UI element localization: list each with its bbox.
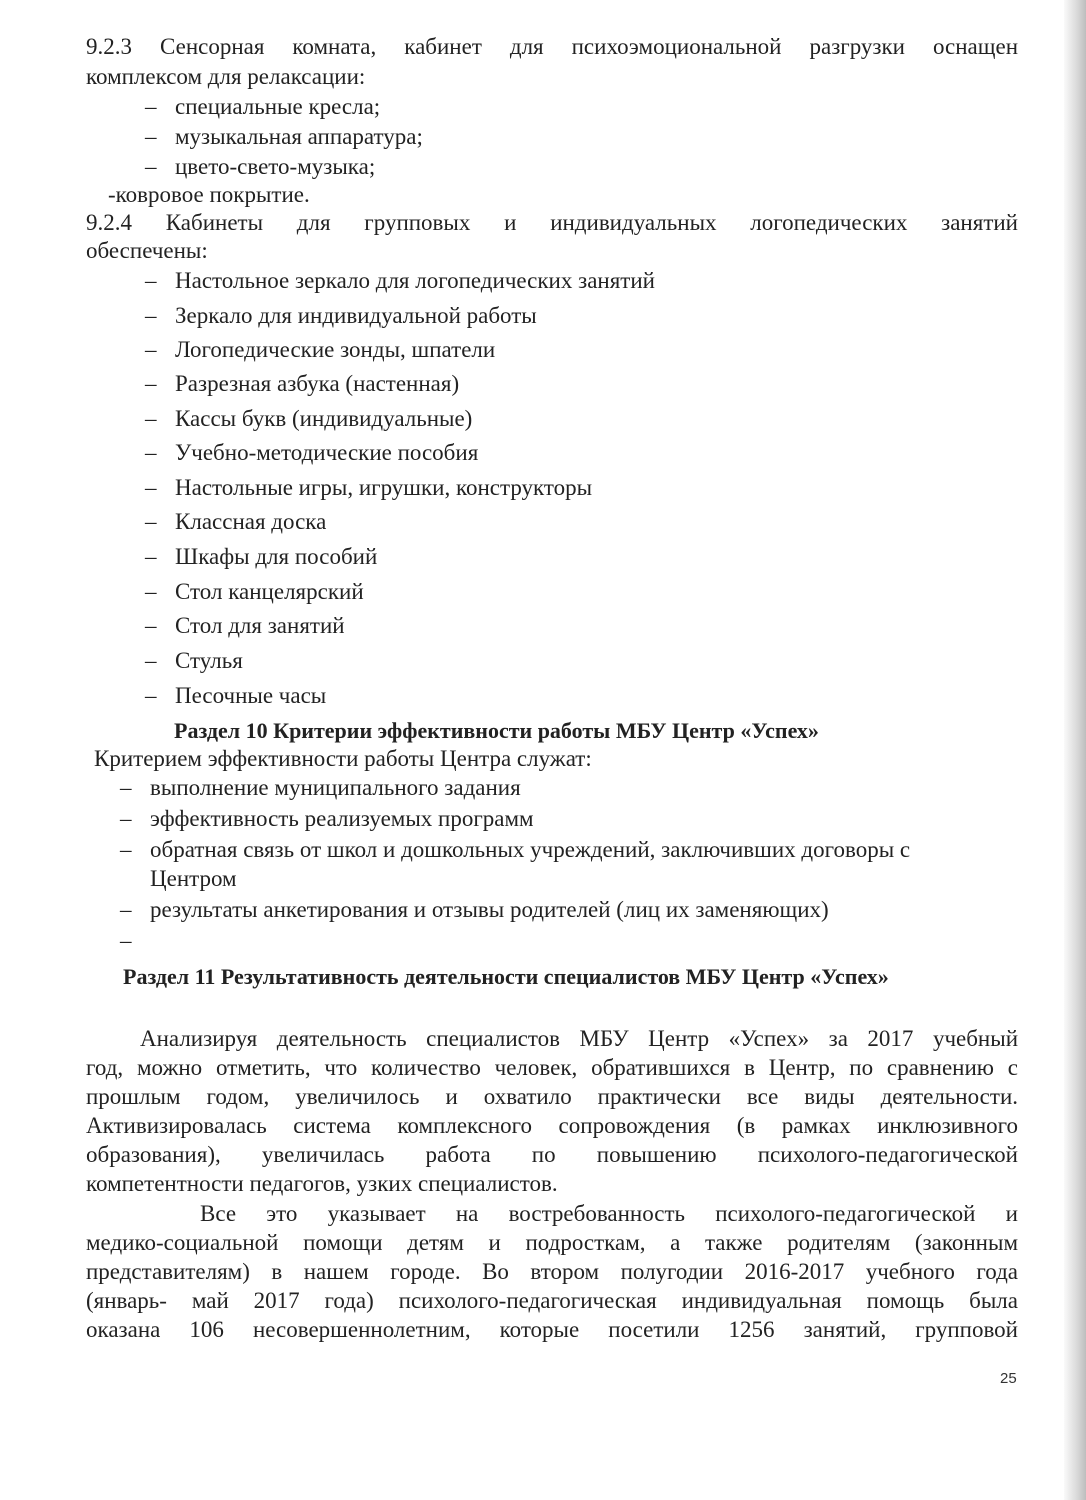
section-11-heading: Раздел 11 Результативность деятельности специалистов МБУ Центр «Успех»: [123, 964, 889, 989]
list-item: – эффективность реализуемых программ: [120, 806, 534, 831]
paragraph-line: оказана 106 несовершеннолетним, которые посетили 1256 занятий, групповой: [86, 1317, 1018, 1342]
list-item: – Кассы букв (индивидуальные): [145, 406, 473, 431]
list-item: – Стол для занятий: [145, 613, 345, 638]
list-item: – обратная связь от школ и дошкольных учреждений, заключивших договоры с: [120, 837, 911, 862]
empty-list-dash: –: [120, 928, 132, 953]
paragraph-line: Анализируя деятельность специалистов МБУ Центр «Успех» за 2017 учебный: [140, 1026, 1018, 1051]
section-9-2-3-line1: 9.2.3 Сенсорная комната, кабинет для психоэмоциональной разгрузки оснащен: [86, 34, 1018, 59]
paragraph-line: прошлым годом, увеличилось и охватило практически все виды деятельности.: [86, 1084, 1018, 1109]
paragraph-line: компетентности педагогов, узких специалистов.: [86, 1171, 558, 1196]
paragraph-line: год, можно отметить, что количество человек, обратившихся в Центр, по сравнению с: [86, 1055, 1018, 1080]
list-item: – Логопедические зонды, шпатели: [145, 337, 496, 362]
list-item: – Настольные игры, игрушки, конструкторы: [145, 475, 593, 500]
list-item: – Учебно-методические пособия: [145, 440, 479, 465]
section-10-intro: Критерием эффективности работы Центра служат:: [94, 746, 592, 771]
list-item: – цвето-свето-музыка;: [145, 154, 376, 179]
list-item: – Классная доска: [145, 509, 327, 534]
list-item: – выполнение муниципального задания: [120, 775, 521, 800]
paragraph-line: медико-социальной помощи детям и подросткам, а также родителям (законным: [86, 1230, 1018, 1255]
paragraph-line: (январь- май 2017 года) психолого-педагогическая индивидуальная помощь была: [86, 1288, 1018, 1313]
paragraph-line: представителям) в нашем городе. Во втором полугодии 2016-2017 учебного года: [86, 1259, 1018, 1284]
list-item: – результаты анкетирования и отзывы родителей (лиц их заменяющих): [120, 897, 829, 922]
list-item: – Настольное зеркало для логопедических занятий: [145, 268, 655, 293]
list-item: – Шкафы для пособий: [145, 544, 378, 569]
list-item: – Стулья: [145, 648, 243, 673]
section-10-heading: Раздел 10 Критерии эффективности работы МБУ Центр «Успех»: [174, 718, 819, 743]
paragraph-line: образования), увеличилась работа по повышению психолого-педагогической: [86, 1142, 1018, 1167]
list-item: – специальные кресла;: [145, 94, 381, 119]
list-item: – Зеркало для индивидуальной работы: [145, 303, 537, 328]
paragraph-line: Все это указывает на востребованность психолого-педагогической и: [200, 1201, 1018, 1226]
page-number: 25: [1000, 1370, 1017, 1387]
list-item: – Песочные часы: [145, 683, 327, 708]
paragraph-line: Активизировалась система комплексного сопровождения (в рамках инклюзивного: [86, 1113, 1018, 1138]
list-item: – Стол канцелярский: [145, 579, 364, 604]
list-item: – Разрезная азбука (настенная): [145, 371, 460, 396]
section-9-2-3-extra: -ковровое покрытие.: [108, 182, 310, 207]
list-item-continuation: Центром: [150, 866, 237, 891]
list-item: – музыкальная аппаратура;: [145, 124, 423, 149]
section-9-2-3-line2: комплексом для релаксации:: [86, 64, 366, 89]
section-9-2-4-line1: 9.2.4 Кабинеты для групповых и индивидуальных логопедических занятий: [86, 210, 1018, 235]
scan-edge: [1064, 0, 1086, 1500]
section-9-2-4-line2: обеспечены:: [86, 238, 208, 263]
